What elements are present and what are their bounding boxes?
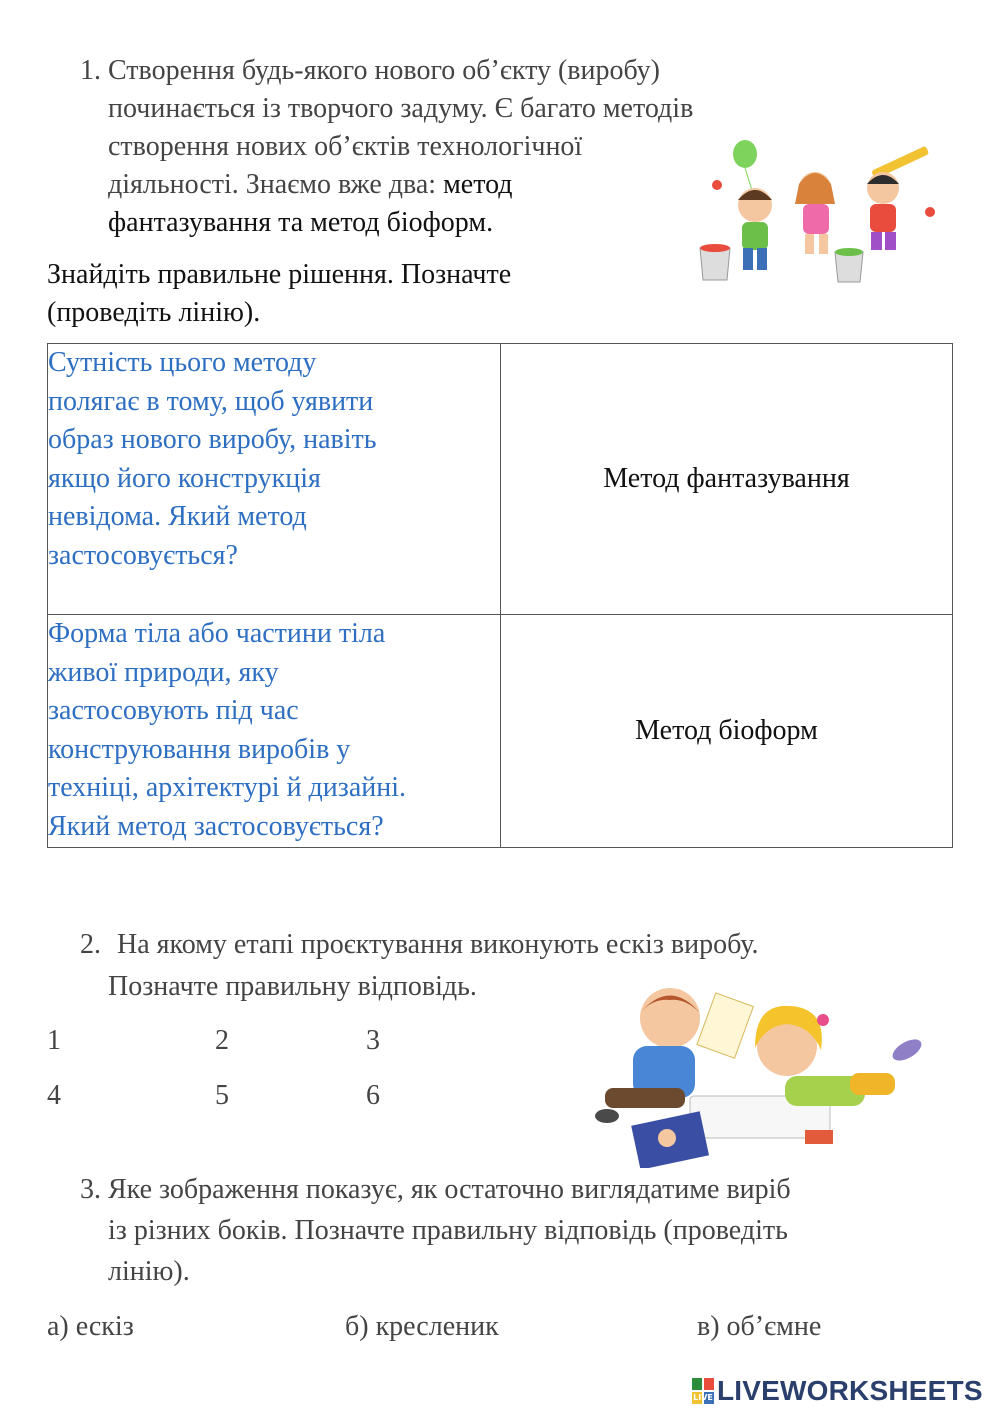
question-1-line: починається із творчого задуму. Є багато методів (108, 93, 694, 124)
table-row (48, 344, 953, 615)
question-1-line: створення нових об’єктів технологічної (108, 131, 583, 162)
question-1-line: фантазування та метод біоформ. (108, 207, 494, 238)
kids-drawing-illustration (595, 978, 935, 1168)
answer-option-3[interactable]: 3 (366, 1025, 380, 1056)
table-row (48, 615, 953, 848)
question-1-line (108, 166, 693, 204)
kids-painting-illustration (695, 140, 945, 290)
question-1-instruction (47, 256, 511, 332)
answer-option-1[interactable]: 1 (47, 1025, 61, 1056)
answer-option-2[interactable]: 2 (215, 1025, 229, 1056)
question-2-line-2: Позначте правильну відповідь. (108, 971, 477, 1002)
live-badge-icon (692, 1378, 714, 1404)
cell-line: якщо його конструкція (48, 462, 321, 494)
cell-line: образ нового виробу, навіть (48, 424, 377, 455)
instruction-line: Знайдіть правильне рішення. Позначте (47, 259, 512, 290)
question-1-line-part: діяльності. Знаємо вже два: (108, 169, 444, 200)
answer-option-a[interactable]: а) ескіз (47, 1311, 134, 1342)
cell-line: живої природи, яку (48, 656, 279, 688)
question-1-line: Створення будь-якого нового об’єкту (виробу) (108, 55, 660, 86)
question-1-number: 1. (80, 55, 101, 86)
answer-option-b[interactable]: б) кресленик (345, 1311, 499, 1342)
cell-line: Який метод застосовується? (48, 810, 384, 842)
matching-answer-cell[interactable]: Метод фантазування (501, 344, 953, 615)
matching-question-cell[interactable] (48, 344, 501, 615)
answer-option-6[interactable]: 6 (366, 1080, 380, 1111)
question-1-text (108, 52, 693, 242)
cell-line: конструювання виробів у (48, 733, 351, 765)
question-1-line-dark-part: метод (443, 169, 513, 200)
matching-table (47, 343, 953, 848)
badge-text: LIVE (693, 1393, 713, 1402)
question-3-line: Яке зображення показує, як остаточно виглядатиме виріб (108, 1174, 791, 1205)
answer-option-5[interactable]: 5 (215, 1080, 229, 1111)
cell-line: техніці, архітектурі й дизайні. (48, 772, 407, 803)
cell-line: невідома. Який метод (48, 501, 307, 532)
cell-line: Сутність цього методу (48, 347, 317, 378)
cell-line: застосовують під час (48, 695, 299, 726)
liveworksheets-logo (692, 1376, 983, 1406)
question-2-line-1: На якому етапі проєктування виконують ескіз виробу. (117, 929, 759, 960)
question-2-number: 2. (80, 929, 101, 960)
question-3-number: 3. (80, 1174, 101, 1205)
instruction-line: (проведіть лінію). (47, 297, 261, 328)
answer-option-4[interactable]: 4 (47, 1080, 61, 1111)
question-3-line: із різних боків. Позначте правильну відповідь (проведіть (108, 1215, 788, 1246)
matching-answer-cell[interactable]: Метод біоформ (501, 615, 953, 848)
cell-line: Форма тіла або частини тіла (48, 618, 386, 649)
question-3-text (108, 1171, 791, 1291)
answer-option-c[interactable]: в) об’ємне (697, 1311, 822, 1342)
matching-question-cell[interactable] (48, 615, 501, 848)
logo-text: LIVEWORKSHEETS (717, 1375, 983, 1406)
question-3-line: лінію). (108, 1256, 190, 1287)
cell-line: застосовується? (48, 539, 238, 571)
cell-line: полягає в тому, щоб уявити (48, 385, 374, 417)
